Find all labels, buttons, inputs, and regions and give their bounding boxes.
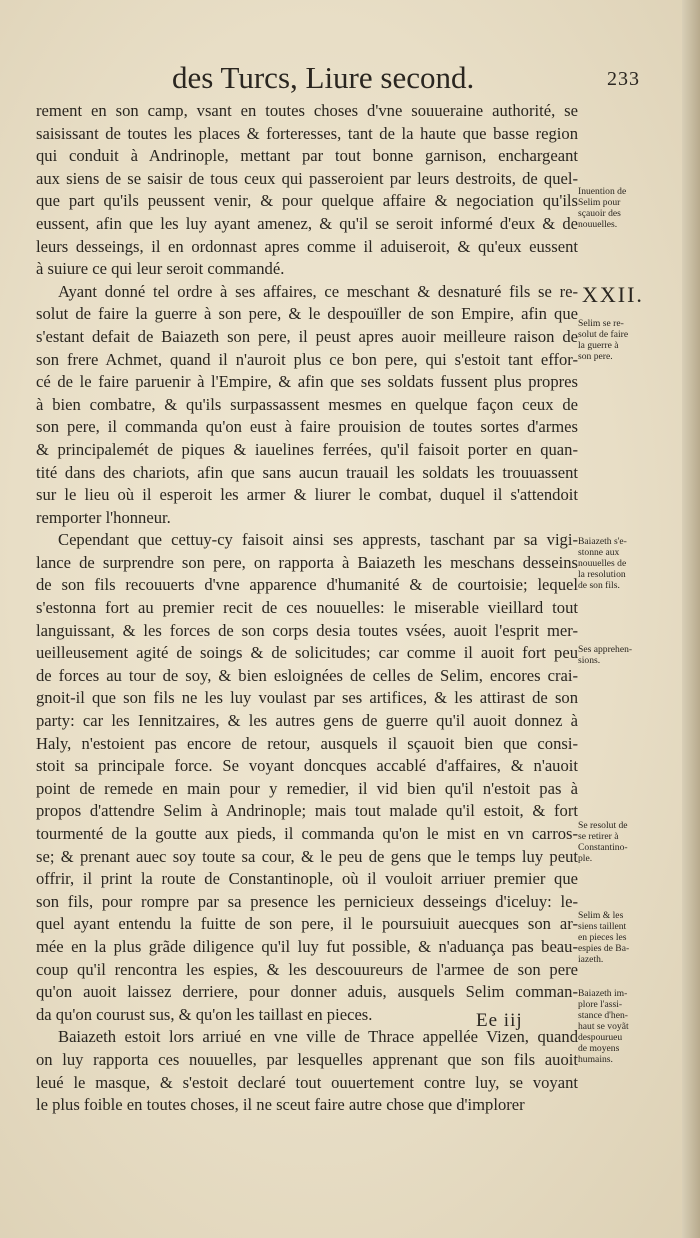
- margin-note-line: en pieces les: [578, 932, 627, 943]
- paragraph: [36, 100, 578, 281]
- text-line: Baiazeth estoit lors arriué en vne ville de Thrace appellée Vizen, quand: [58, 1027, 578, 1047]
- text-line: son fils, pour rompre par sa presence les pernicieux desseings d'iceluy: le-: [36, 891, 578, 911]
- margin-note-line: despourueu: [578, 1032, 623, 1043]
- margin-note-line: sions.: [578, 655, 601, 666]
- text-line: son pere, il commanda qu'on eust à faire prouision de toutes sortes d'armes: [36, 417, 578, 437]
- margin-note-line: se retirer à: [578, 831, 619, 842]
- text-line: s'estonna fort au premier recit de ces nouuelles: le miserable vieillard tout: [36, 598, 578, 618]
- margin-note-line: iazeth.: [578, 954, 604, 965]
- margin-note-line: Se resolut de: [578, 820, 628, 831]
- margin-note-line: haut se voyãt: [578, 1021, 629, 1032]
- text-line: s'estant defait de Baiazeth son pere, il peust apres auoir meilleure raison de: [36, 326, 578, 346]
- margin-note-baiazeth-surprised: [578, 536, 648, 591]
- margin-note-line: espies de Ba-: [578, 943, 630, 954]
- margin-note-line: Baiazeth im-: [578, 988, 628, 999]
- page-number: 233: [607, 68, 640, 90]
- text-line: on luy rapporta ces nouuelles, par lesquelles apprenant que son fils auoit: [36, 1049, 578, 1069]
- text-line: gnoit-il que son fils ne les luy voulast par ses artifices, & les attirast de son: [36, 688, 578, 708]
- margin-note-resolution: [578, 318, 648, 362]
- margin-note-line: stance d'hen-: [578, 1010, 628, 1021]
- margin-note-line: Inuention de: [578, 186, 627, 197]
- text-line: qu'on auoit laissez derriere, pour donner aduis, ausquels Selim comman-: [36, 982, 578, 1002]
- text-line: de forces au tour de soy, & bien esloignées de celles de Selim, encores crai-: [36, 665, 578, 685]
- margin-note-line: ple.: [578, 853, 593, 864]
- page-header: [172, 60, 640, 100]
- margin-note-spies: [578, 910, 648, 965]
- page-edge: [682, 0, 700, 1238]
- margin-note-line: Selim & les: [578, 910, 624, 921]
- text-line: party: car les Iennitzaires, & les autres gens de guerre qu'il auoit donnez à: [36, 711, 578, 731]
- text-line: stoit sa principale force. Se voyant doncques accablé d'affaires, & n'auoit: [36, 756, 578, 776]
- text-line: mée en la plus grãde diligence qu'il luy fut possible, & n'aduança pas beau-: [36, 936, 578, 956]
- text-line: remporter l'honneur.: [36, 507, 171, 527]
- text-line: sur le lieu où il esperoit les armer & liurer le combat, duquel il s'attendoit: [36, 485, 578, 505]
- text-line: leurs desseings, il en ordonnast apres comme il aduiseroit, & qu'eux eussent: [36, 236, 578, 256]
- signature-mark: Ee iij: [476, 1010, 523, 1031]
- text-line: lance de surprendre son pere, on rapporta à Baiazeth les meschans desseins: [36, 552, 578, 572]
- text-line: offrir, il print la route de Constantinople, où il vouloit arriuer premier que: [36, 869, 578, 889]
- text-line: tité dans des chariots, afin que sans aucun trauail les soldats les trouuassent: [36, 462, 578, 482]
- margin-note-line: Selim pour: [578, 197, 621, 208]
- text-line: tourmenté de la goutte aux pieds, il commanda qu'on le mist en vn carros-: [36, 824, 578, 843]
- margin-note-line: sçauoir des: [578, 208, 621, 219]
- margin-note-line: siens taillent: [578, 921, 627, 932]
- text-line: le plus foible en toutes choses, il ne sceut faire autre chose que d'implorer: [36, 1095, 525, 1115]
- margin-note-line: solut de faire: [578, 329, 629, 340]
- text-line: point de remede en main pour y remedier, il vid bien qu'il n'estoit pas à: [36, 778, 578, 798]
- text-line: & principalemét de piques & iauelines ferrées, qu'il faisoit porter en quan-: [36, 439, 578, 459]
- text-line: à suiure ce qui leur seroit commandé.: [36, 259, 285, 279]
- text-line: son frere Achmet, quand il n'auroit plus ce bon pere, qui s'estoit tant effor-: [36, 349, 578, 369]
- text-line: eussent, afin que les luy ayant amenez, & qu'il se seroit informé d'eux & de: [36, 213, 578, 233]
- text-line: propos d'attendre Selim à Andrinople; mais tout malade qu'il estoit, & fort: [36, 801, 578, 821]
- text-line: à bien combatre, & qu'ils surpassassent mesmes en quelque façon ceux de: [36, 394, 578, 414]
- margin-note-line: de moyens: [578, 1043, 620, 1054]
- margin-note-line: la resolution: [578, 569, 626, 580]
- text-line: de son fils recouuerts d'vne apparence d'humanité & de courtoisie; lequel: [36, 575, 578, 595]
- text-line: Ayant donné tel ordre à ses affaires, ce meschant & desnaturé fils se re-: [58, 281, 578, 301]
- margin-note-line: Constantino-: [578, 842, 628, 853]
- paragraph: [36, 281, 578, 530]
- text-line: saisissant de toutes les places & forteresses, tant de la haute que basse region: [36, 123, 578, 143]
- paragraph: [36, 529, 578, 1026]
- body-text: [36, 100, 578, 1117]
- text-line: que part qu'ils peussent venir, & pour quelque affaire & negociation qu'ils: [36, 191, 578, 211]
- text-line: qui conduit à Andrinople, mettant par tout bonne garnison, enchargeant: [36, 146, 578, 166]
- text-line: leué le masque, & s'estoit declaré tout ouuertement contre luy, se voyant: [36, 1072, 578, 1092]
- text-line: Cependant que cettuy-cy faisoit ainsi ses apprests, taschant par sa vigi-: [58, 530, 578, 550]
- text-line: aux siens de se saisir de tous ceux qui passeroient par leurs destroits, de quel-: [36, 168, 578, 188]
- text-line: solut de faire la guerre à son pere, & le despouïller de son Empire, afin que: [36, 304, 578, 324]
- text-line: da qu'on courust sus, & qu'on les taillast en pieces.: [36, 1004, 373, 1024]
- margin-note-line: Baiazeth s'e-: [578, 536, 627, 547]
- margin-note-line: nouuelles.: [578, 219, 618, 230]
- text-line: ueilleusement agité de soings & de solicitudes; car comme il auoit fort peu: [36, 643, 578, 663]
- margin-note-line: Selim se re-: [578, 318, 624, 329]
- margin-note-apprehensions: [578, 644, 648, 666]
- text-line: quel ayant entendu la fuitte de son pere, il le poursuiuit auecques son ar-: [36, 914, 578, 934]
- margin-note-implore: [578, 988, 648, 1065]
- text-line: cé de le faire paruenir à l'Empire, & afin que ses soldats fussent plus propres: [36, 372, 578, 392]
- text-line: Haly, n'estoient pas encore de retour, ausquels il sçauoit bien que consi-: [36, 733, 578, 753]
- margin-note-line: nouuelles de: [578, 558, 627, 569]
- margin-note-line: stonne aux: [578, 547, 620, 558]
- margin-note-line: Ses apprehen-: [578, 644, 633, 655]
- chapter-number: XXII.: [582, 282, 644, 307]
- margin-note-retreat: [578, 820, 648, 864]
- text-line: languissant, & les forces de son corps desia toutes vsées, auoit l'esprit mer-: [36, 620, 578, 640]
- text-line: coup qu'il rencontra les espies, & les descouureurs de l'armee de son pere: [36, 959, 578, 979]
- running-head: des Turcs, Liure second.: [172, 60, 475, 95]
- margin-note-line: de son fils.: [578, 580, 620, 591]
- text-line: rement en son camp, vsant en toutes choses d'vne souueraine authorité, se: [36, 101, 578, 120]
- margin-note-line: humains.: [578, 1054, 613, 1065]
- margin-note-line: plore l'assi-: [578, 999, 623, 1010]
- margin-note-invention: [578, 186, 648, 230]
- margin-note-line: son pere.: [578, 351, 613, 362]
- margin-note-line: la guerre à: [578, 340, 619, 351]
- text-line: se; & prenant auec soy toute sa cour, & le peu de gens que le temps luy peut: [36, 846, 578, 866]
- paragraph: [36, 1026, 578, 1116]
